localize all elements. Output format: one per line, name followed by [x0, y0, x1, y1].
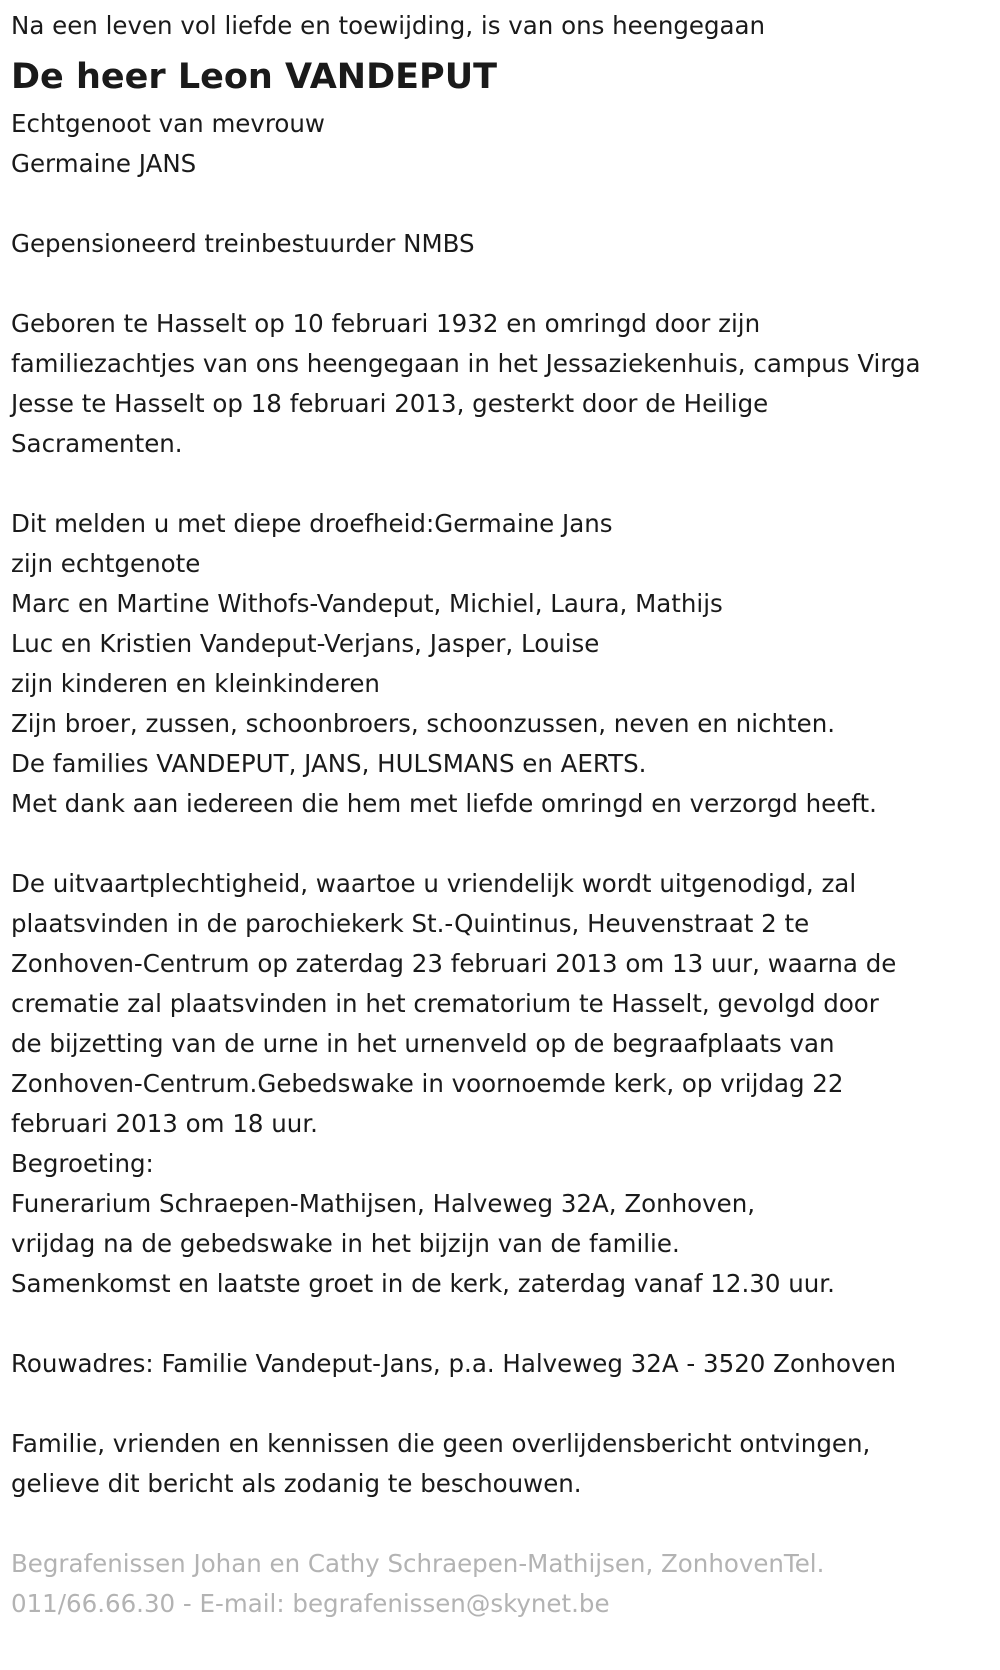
paragraph-line: Geboren te Hasselt op 10 februari 1932 en omringd door zijn — [11, 309, 761, 338]
notice-line: gelieve dit bericht als zodanig te beschouwen. — [11, 1469, 582, 1498]
mourning-address: Rouwadres: Familie Vandeput-Jans, p.a. Halveweg 32A - 3520 Zonhoven — [11, 1349, 897, 1378]
mourner-line: Luc en Kristien Vandeput-Verjans, Jasper, Louise — [11, 629, 600, 658]
spouse-line: Echtgenoot van mevrouw — [11, 109, 325, 138]
mourner-line: Marc en Martine Withofs-Vandeput, Michiel, Laura, Mathijs — [11, 589, 723, 618]
ceremony-line: Begroeting: — [11, 1149, 154, 1178]
paragraph-line: Jesse te Hasselt op 18 februari 2013, gesterkt door de Heilige — [11, 389, 769, 418]
ceremony-line: De uitvaartplechtigheid, waartoe u vriendelijk wordt uitgenodigd, zal — [11, 869, 857, 898]
intro-text: Na een leven vol liefde en toewijding, is van ons heengegaan — [11, 11, 766, 40]
footer-line: Begrafenissen Johan en Cathy Schraepen-Mathijsen, ZonhovenTel. — [11, 1549, 825, 1578]
ceremony-paragraph — [11, 864, 1000, 1304]
ceremony-line: februari 2013 om 18 uur. — [11, 1109, 318, 1138]
mourner-line: Zijn broer, zussen, schoonbroers, schoonzussen, neven en nichten. — [11, 709, 836, 738]
mourner-line: zijn echtgenote — [11, 549, 201, 578]
ceremony-line: crematie zal plaatsvinden in het crematorium te Hasselt, gevolgd door — [11, 989, 879, 1018]
mourner-line: zijn kinderen en kleinkinderen — [11, 669, 380, 698]
mourner-line: Dit melden u met diepe droefheid:Germaine Jans — [11, 509, 613, 538]
ceremony-line: vrijdag na de gebedswake in het bijzijn van de familie. — [11, 1229, 680, 1258]
footer-contact-line: 011/66.66.30 - E-mail: begrafenissen@skynet.be — [11, 1589, 610, 1618]
ceremony-line: de bijzetting van de urne in het urnenveld op de begraafplaats van — [11, 1029, 835, 1058]
notice-paragraph — [11, 1424, 1000, 1504]
occupation-text: Gepensioneerd treinbestuurder NMBS — [11, 229, 475, 258]
mourners-list — [11, 504, 1000, 824]
deceased-name: De heer Leon VANDEPUT — [11, 57, 498, 97]
ceremony-line: Zonhoven-Centrum.Gebedswake in voornoemde kerk, op vrijdag 22 — [11, 1069, 844, 1098]
ceremony-line: Funerarium Schraepen-Mathijsen, Halveweg 32A, Zonhoven, — [11, 1189, 756, 1218]
notice-line: Familie, vrienden en kennissen die geen overlijdensbericht ontvingen, — [11, 1429, 871, 1458]
ceremony-line: plaatsvinden in de parochiekerk St.-Quintinus, Heuvenstraat 2 te — [11, 909, 810, 938]
paragraph-line: Sacramenten. — [11, 429, 183, 458]
ceremony-line: Zonhoven-Centrum op zaterdag 23 februari 2013 om 13 uur, waarna de — [11, 949, 897, 978]
ceremony-line: Samenkomst en laatste groet in de kerk, zaterdag vanaf 12.30 uur. — [11, 1269, 835, 1298]
mourner-line: De families VANDEPUT, JANS, HULSMANS en AERTS. — [11, 749, 647, 778]
funeral-home-footer — [11, 1544, 1000, 1624]
spouse-name: Germaine JANS — [11, 149, 197, 178]
paragraph-line: familiezachtjes van ons heengegaan in het Jessaziekenhuis, campus Virga — [11, 349, 921, 378]
birth-death-paragraph — [11, 304, 1000, 464]
mourner-line: Met dank aan iedereen die hem met liefde omringd en verzorgd heeft. — [11, 789, 877, 818]
